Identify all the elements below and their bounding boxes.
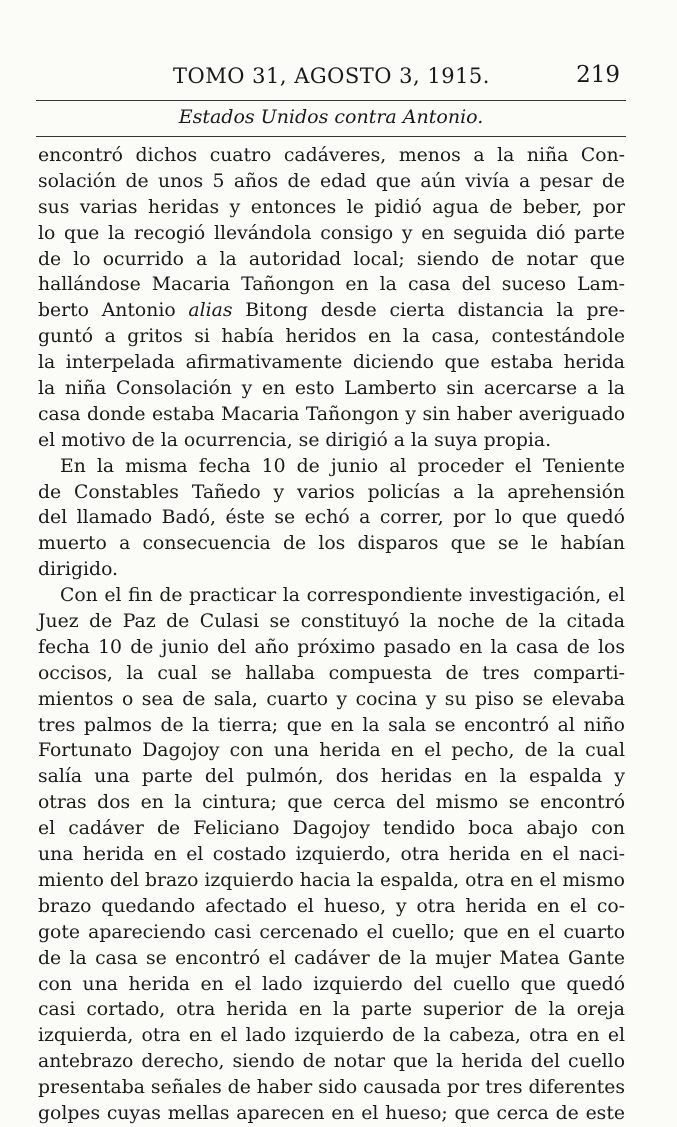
text-line: casi cortado, otra herida en la parte superior de la oreja: [38, 999, 625, 1021]
text-line: otras dos en la cintura; que cerca del mismo se encontró: [38, 792, 625, 814]
text-line: el motivo de la ocurrencia, se dirigió a la suya propia.: [38, 429, 552, 451]
text-line: izquierda, otra en el lado izquierdo de la cabeza, otra en el: [38, 1025, 625, 1047]
text-line: presentaba señales de haber sido causada por tres diferentes: [38, 1077, 626, 1099]
text-line: encontró dichos cuatro cadáveres, menos a la niña Con-: [38, 145, 625, 166]
text-line: la niña Consolación y en esto Lamberto sin acercarse a la: [38, 378, 625, 400]
text-line: antebrazo derecho, siendo de notar que la herida del cuello: [38, 1051, 625, 1073]
text-line: mientos o sea de sala, cuarto y cocina y su piso se elevaba: [38, 688, 625, 710]
text-line: con una herida en el lado izquierdo del cuello que quedó: [38, 973, 625, 995]
text-line: Fortunato Dagojoy con una herida en el pecho, de la cual: [38, 740, 625, 762]
text-line: Juez de Paz de Culasi se constituyó la noche de la citada: [38, 611, 625, 633]
header-rule: [36, 100, 626, 101]
text-line: miento del brazo izquierdo hacia la espalda, otra en el mismo: [38, 869, 625, 891]
alias-italic: alias: [188, 300, 233, 322]
text-line: el cadáver de Feliciano Dagojoy tendido boca abajo con: [38, 818, 625, 840]
text-line: una herida en el costado izquierdo, otra herida en el naci-: [38, 844, 625, 866]
running-head: TOMO 31, AGOSTO 3, 1915.: [173, 64, 490, 88]
title-rule: [36, 136, 626, 137]
text-line: solación de unos 5 años de edad que aún vivía a pesar de: [38, 170, 625, 192]
text-line: salía una parte del pulmón, dos heridas en la espalda y: [38, 766, 625, 788]
text-line: lo que la recogió llevándola consigo y en seguida dió parte: [38, 222, 625, 244]
text-line: hallándose Macaria Tañongon en la casa del suceso Lam-: [38, 274, 625, 296]
text-line: casa donde estaba Macaria Tañongon y sin haber averiguado: [38, 403, 625, 425]
text-line: sus varias heridas y entonces le pidió agua de beber, por: [38, 196, 625, 218]
case-title: Estados Unidos contra Antonio.: [178, 106, 484, 128]
text-line: gote apareciendo casi cercenado el cuello; que en el cuarto: [38, 921, 625, 943]
text-line: del llamado Badó, éste se echó a correr, por lo que quedó: [38, 507, 625, 529]
text-line: brazo quedando afectado el hueso, y otra herida en el co-: [38, 895, 625, 917]
text-line: tres palmos de la tierra; que en la sala se encontró al niño: [38, 714, 625, 736]
text-line: de la casa se encontró el cadáver de la mujer Matea Gante: [38, 947, 625, 969]
page-number: 219: [576, 62, 620, 88]
text-line: occisos, la cual se hallaba compuesta de tres comparti-: [38, 662, 625, 684]
text-line: guntó a gritos si había heridos en la casa, contestándole: [38, 326, 625, 348]
text-line: de Constables Tañedo y varios policías a la aprehensión: [38, 481, 625, 503]
text-line: la interpelada afirmativamente diciendo que estaba herida: [38, 352, 625, 374]
text-line: de lo ocurrido a la autoridad local; siendo de notar que: [38, 248, 625, 270]
text-line: fecha 10 de junio del año próximo pasado en la casa de los: [38, 636, 625, 658]
text-line: berto Antonio alias Bitong desde cierta distancia la pre-: [38, 300, 625, 322]
page-header: [36, 62, 626, 96]
text-line: dirigido.: [38, 559, 119, 581]
text-line: golpes cuyas mellas aparecen en el hueso; que cerca de este: [38, 1102, 625, 1124]
body-text: [38, 143, 625, 1127]
text-line: En la misma fecha 10 de junio al proceder el Teniente: [60, 455, 625, 477]
text-line: muerto a consecuencia de los disparos que se le habían: [38, 533, 625, 555]
text-line: Con el fin de practicar la correspondiente investigación, el: [60, 585, 625, 607]
